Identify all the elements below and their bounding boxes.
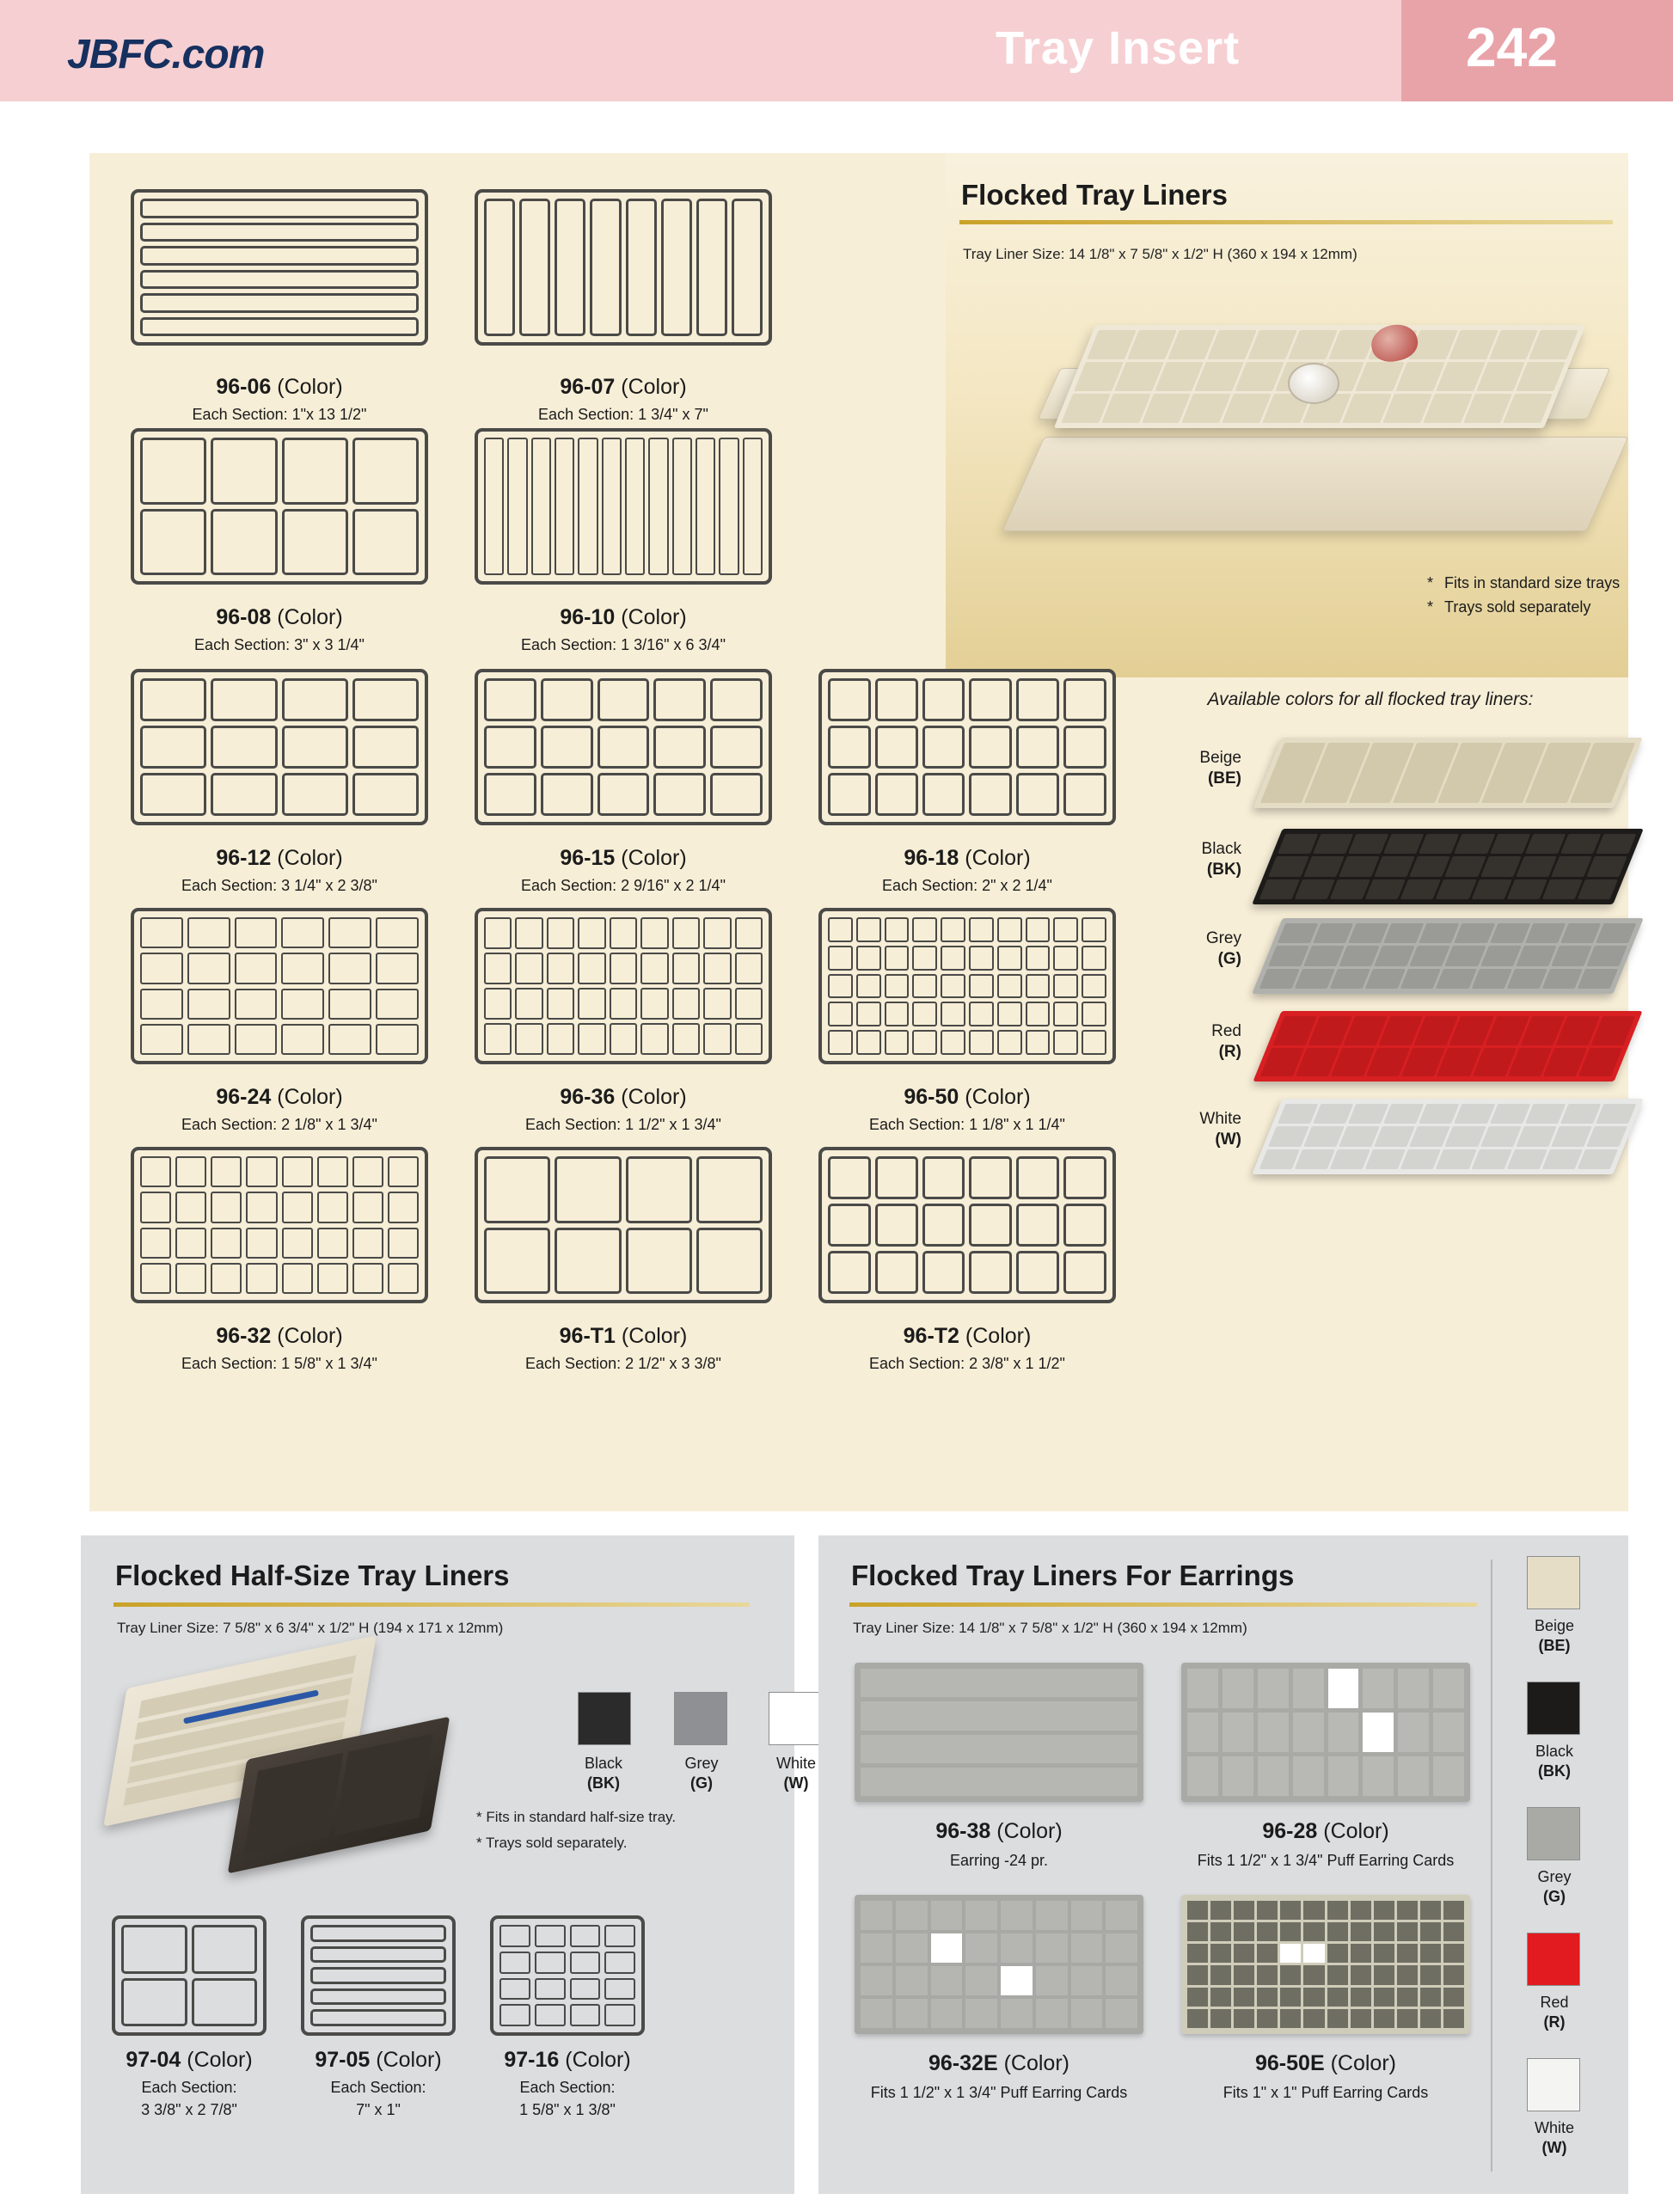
label-96-50: 96-50 (Color) [904,1085,1031,1109]
color-tray-red [1253,1011,1642,1081]
tray-diagram-97-04 [112,1915,267,2036]
label-96-32: 96-32 (Color) [216,1324,343,1348]
label-96-12: 96-12 (Color) [216,846,343,870]
color-tray-white [1252,1099,1644,1174]
label-96-08: 96-08 (Color) [216,605,343,629]
section-96-07: Each Section: 1 3/4" x 7" [538,406,708,423]
section-96-32: Each Section: 1 5/8" x 1 3/4" [181,1355,377,1372]
tray-diagram-97-16 [490,1915,645,2036]
tray-diagram-96-07 [475,189,772,346]
half-size-note: Tray Liner Size: 7 5/8" x 6 3/4" x 1/2" H (194 x 171 x 12mm) [117,1620,504,1636]
section-96-36: Each Section: 1 1/2" x 1 3/4" [525,1116,721,1133]
label-96-T2: 96-T2 (Color) [903,1324,1032,1348]
label-96-24: 96-24 (Color) [216,1085,343,1109]
label-96-15: 96-15 (Color) [560,846,687,870]
color-tray-beige [1253,738,1642,808]
earring-rule [849,1602,1477,1607]
ring-prop [1288,363,1339,404]
desc-96-38: Earring -24 pr. [949,1852,1049,1869]
color-tray-black [1252,829,1644,904]
star-note-2: * Trays sold separately [1427,598,1591,616]
earring-title: Flocked Tray Liners For Earrings [851,1559,1295,1591]
section-96-50: Each Section: 1 1/8" x 1 1/4" [869,1116,1065,1133]
label-96-28: 96-28 (Color) [1262,1819,1389,1843]
earring-swatch-white [1527,2058,1580,2111]
tray-diagram-96-15 [475,669,772,825]
tray-diagram-96-36 [475,908,772,1064]
swatch-label-white: White (W) [775,1755,816,1792]
section-97-05-line1: Each Section: [330,2079,426,2096]
tray-diagram-96-50 [818,908,1116,1064]
section-96-15: Each Section: 2 9/16" x 2 1/4" [521,877,726,894]
flocked-liner-photo-block [946,153,1628,677]
tray-diagram-96-10 [475,428,772,585]
section-97-05-line2: 7" x 1" [356,2101,401,2118]
tray-diagram-96-24 [131,908,428,1064]
section-96-08: Each Section: 3" x 3 1/4" [194,636,365,653]
half-size-liners-section [81,1535,816,2194]
tray-diagram-96-12 [131,669,428,825]
section-96-18: Each Section: 2" x 2 1/4" [882,877,1052,894]
desc-96-28: Fits 1 1/2" x 1 3/4" Puff Earring Cards [1197,1852,1455,1869]
color-label-grey: Grey (G) [1205,929,1241,968]
earring-swatch-grey [1527,1807,1580,1860]
earring-swatch-label-black: Black (BK) [1535,1743,1573,1780]
section-96-T1: Each Section: 2 1/2" x 3 3/8" [525,1355,721,1372]
swatch-label-black: Black (BK) [584,1755,622,1792]
label-96-06: 96-06 (Color) [216,375,343,399]
product-image-96-50E [1181,1895,1470,2034]
section-96-06: Each Section: 1"x 13 1/2" [192,406,367,423]
tray-diagram-96-06 [131,189,428,346]
label-96-32E: 96-32E (Color) [928,2051,1069,2075]
swatch-label-grey: Grey (G) [684,1755,719,1792]
half-size-rule [113,1602,750,1607]
swatch-black [578,1692,631,1745]
earring-swatch-label-white: White (W) [1534,2119,1574,2156]
label-96-T1: 96-T1 (Color) [559,1324,688,1348]
color-tray-grey [1252,918,1644,994]
flocked-size-note: Tray Liner Size: 14 1/8" x 7 5/8" x 1/2" H (360 x 194 x 12mm) [963,246,1357,262]
color-label-white: White (W) [1199,1110,1241,1149]
tray-diagram-97-05 [301,1915,456,2036]
label-96-50E: 96-50E (Color) [1255,2051,1396,2075]
page-header [0,0,1673,101]
label-97-16: 97-16 (Color) [504,2048,631,2072]
swatch-white [769,1692,822,1745]
tray-diagram-96-32 [131,1147,428,1303]
tray-diagram-96-08 [131,428,428,585]
earring-swatch-beige [1527,1556,1580,1609]
earring-liners-section [818,1535,1628,2194]
label-96-36: 96-36 (Color) [560,1085,687,1109]
section-96-T2: Each Section: 2 3/8" x 1 1/2" [869,1355,1065,1372]
tray-diagram-96-T2 [818,1147,1116,1303]
half-size-note-1: * Fits in standard half-size tray. [476,1809,677,1825]
page-number: 242 [1466,16,1558,78]
page-title: Tray Insert [996,22,1241,74]
label-97-05: 97-05 (Color) [315,2048,442,2072]
color-label-beige: Beige (BE) [1199,749,1241,787]
flocked-title: Flocked Tray Liners [961,179,1228,211]
earring-swatch-label-grey: Grey (G) [1537,1868,1572,1905]
section-96-10: Each Section: 1 3/16" x 6 3/4" [521,636,726,653]
half-size-note-2: * Trays sold separately. [476,1835,628,1851]
product-image-96-38 [855,1663,1143,1802]
product-image-96-32E [855,1895,1143,2034]
label-96-38: 96-38 (Color) [935,1819,1063,1843]
earring-swatch-label-beige: Beige (BE) [1534,1617,1575,1654]
tray-diagram-96-T1 [475,1147,772,1303]
title-rule [959,220,1613,224]
star-note-1: * Fits in standard size trays [1427,574,1621,591]
flocked-tray-liners-section [89,153,1628,1511]
section-96-12: Each Section: 3 1/4" x 2 3/8" [181,877,377,894]
swatch-grey [674,1692,727,1745]
earring-swatch-black [1527,1682,1580,1735]
available-colors-note: Available colors for all flocked tray liners: [1207,689,1534,709]
color-label-black: Black (BK) [1201,840,1241,879]
color-label-red: Red (R) [1211,1022,1241,1061]
desc-96-50E: Fits 1" x 1" Puff Earring Cards [1223,2084,1429,2101]
section-96-24: Each Section: 2 1/8" x 1 3/4" [181,1116,377,1133]
section-97-04-line2: 3 3/8" x 2 7/8" [141,2101,237,2118]
label-96-10: 96-10 (Color) [560,605,687,629]
site-logo[interactable]: JBFC.com [67,32,265,77]
label-96-07: 96-07 (Color) [560,375,687,399]
label-97-04: 97-04 (Color) [126,2048,253,2072]
earring-swatch-red [1527,1933,1580,1986]
section-97-16-line2: 1 5/8" x 1 3/8" [519,2101,616,2118]
product-image-96-28 [1181,1663,1470,1802]
section-97-04-line1: Each Section: [141,2079,237,2096]
earring-size-note: Tray Liner Size: 14 1/8" x 7 5/8" x 1/2" H (360 x 194 x 12mm) [853,1620,1247,1636]
desc-96-32E: Fits 1 1/2" x 1 3/4" Puff Earring Cards [870,2084,1128,2101]
half-size-title: Flocked Half-Size Tray Liners [115,1559,510,1591]
label-96-18: 96-18 (Color) [904,846,1031,870]
earring-swatch-label-red: Red (R) [1540,1994,1569,2031]
tray-diagram-96-18 [818,669,1116,825]
section-97-16-line1: Each Section: [519,2079,616,2096]
